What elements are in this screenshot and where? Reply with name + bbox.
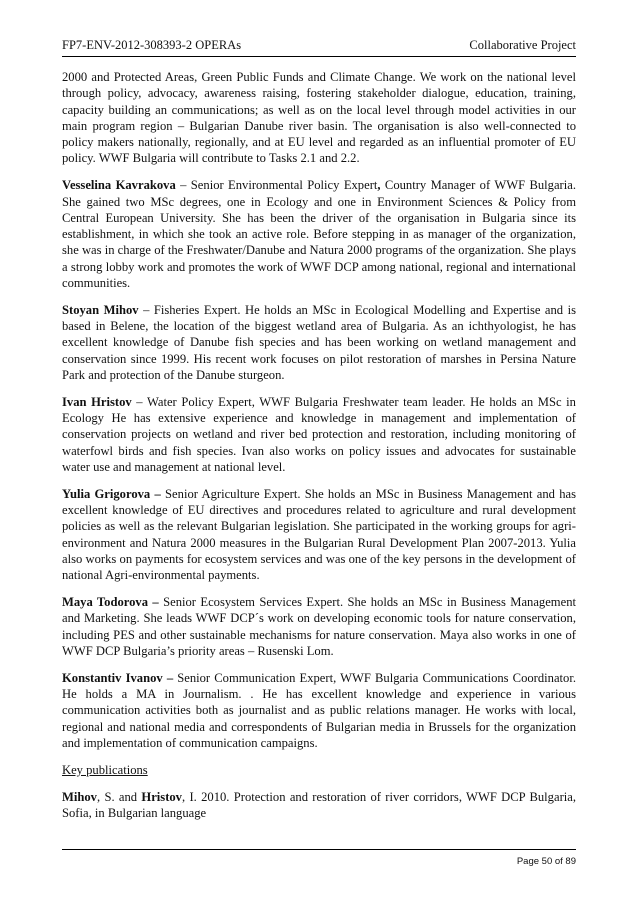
person-name: Stoyan Mihov	[62, 302, 139, 317]
publication-author: Hristov	[141, 789, 182, 804]
project-type: Collaborative Project	[469, 38, 576, 52]
publication-separator: , S. and	[96, 789, 142, 804]
bio-text: Country Manager of WWF Bulgaria. She gained two MSc degrees, one in Ecology and one in Environment Sciences & Policy from Central European University. She has been the driver of the organisation in Bulgaria since its establishment, in which she took an active role. Before stepping in as manager of the organization, she was in charge of the Freshwater/Danube and Natura 2000 programs of the organization. She plays a strong lobby work and promotes the work of WWF DCP among national, regional and international communities.	[62, 178, 576, 291]
page-number: Page 50 of 89	[516, 856, 576, 867]
header-divider	[62, 56, 576, 57]
person-role: – Senior Environmental Policy Expert	[175, 178, 378, 193]
person-name: Yulia Grigorova –	[62, 486, 161, 501]
person-name: Maya Todorova –	[62, 595, 159, 610]
person-name: Vesselina Kavrakova	[62, 178, 176, 193]
bio-text: Senior Ecosystem Services Expert. She holds an MSc in Business Management and Marketing. She leads WWF DCP´s work on developing economic tools for nature conservation, including PES and other sustainable mechanisms for nature conservation. Maya also works in one of WWF DCP Bulgaria’s priority areas – Rusenski Lom.	[62, 595, 576, 658]
bio-text: Senior Agriculture Expert. She holds an MSc in Business Management and has excellent knowledge of EU directives and procedures related to agriculture and rural development policies as well as the relevant Bulgarian legislation. She participated in the working groups for agri-environment and Natura 2000 measures in the Bulgarian Rural Development Plan 2007-2013. Yulia also works on payments for ecosystem services and was one of the key persons in the development of national Agri-environmental payments.	[62, 486, 577, 583]
page-header	[62, 37, 576, 57]
publication-entry	[62, 789, 576, 822]
publication-details: , I. 2010. Protection and restoration of river corridors, WWF DCP Bulgaria, Sofia, in Bulgarian language	[62, 789, 576, 821]
person-name: Ivan Hristov	[62, 394, 132, 409]
bio-text: Senior Communication Expert, WWF Bulgaria Communications Coordinator. He holds a MA in Journalism. . He has excellent knowledge and experience in various communication activities both as journalist and as public relations manager. He works with local, regional and national media and correspondents of Bulgarian media in Brussels for the organization and implementation of communication campaigns.	[62, 670, 576, 750]
bold-comma: ,	[377, 178, 381, 193]
bio-maya	[62, 594, 576, 659]
bio-text: – Fisheries Expert. He holds an MSc in Ecological Modelling and Expertise and is based in Belene, the location of the biggest wetland area of Bulgaria. As an ichthyologist, he has excellent knowledge of Danube fish species and has been working on wetland management and conservation since 1999. His recent work focuses on pilot restoration of marshes in Persina Nature Park and protection of the Danube sturgeon.	[62, 302, 576, 383]
publication-author: Mihov	[62, 789, 97, 804]
bio-text: – Water Policy Expert, WWF Bulgaria Freshwater team leader. He holds an MSc in Ecology He has extensive experience and knowledge in management and implementation of conservation projects on wetland and river bed protection and restoration, including monitoring of waterfowl birds and fish species. Ivan also works on policy issues and advocates for sustainable water use and management at national level.	[62, 394, 576, 475]
intro-paragraph: 2000 and Protected Areas, Green Public Funds and Climate Change. We work on the national level through policy, advocacy, awareness raising, fostering stakeholder dialogue, education, training, capacity building an communications; as well as on the local level through model activities in our main program region – Bulgarian Danube river basin. The organisation is also well-connected to policy makers nationally, regionally, and at EU level and regarded as an influential promoter of EU policy. WWF Bulgaria will contribute to Tasks 2.1 and 2.2.	[62, 70, 576, 166]
key-publications-heading: Key publications	[62, 762, 148, 777]
bio-yulia	[62, 486, 576, 584]
page-body	[62, 69, 576, 832]
bio-konstantin	[62, 670, 576, 751]
footer-divider	[62, 849, 576, 850]
bio-ivan	[62, 394, 576, 475]
bio-vesselina	[62, 177, 576, 291]
project-id: FP7-ENV-2012-308393-2 OPERAs	[62, 38, 242, 52]
person-name: Konstantiv Ivanov –	[62, 670, 174, 685]
bio-stoyan	[62, 302, 576, 383]
